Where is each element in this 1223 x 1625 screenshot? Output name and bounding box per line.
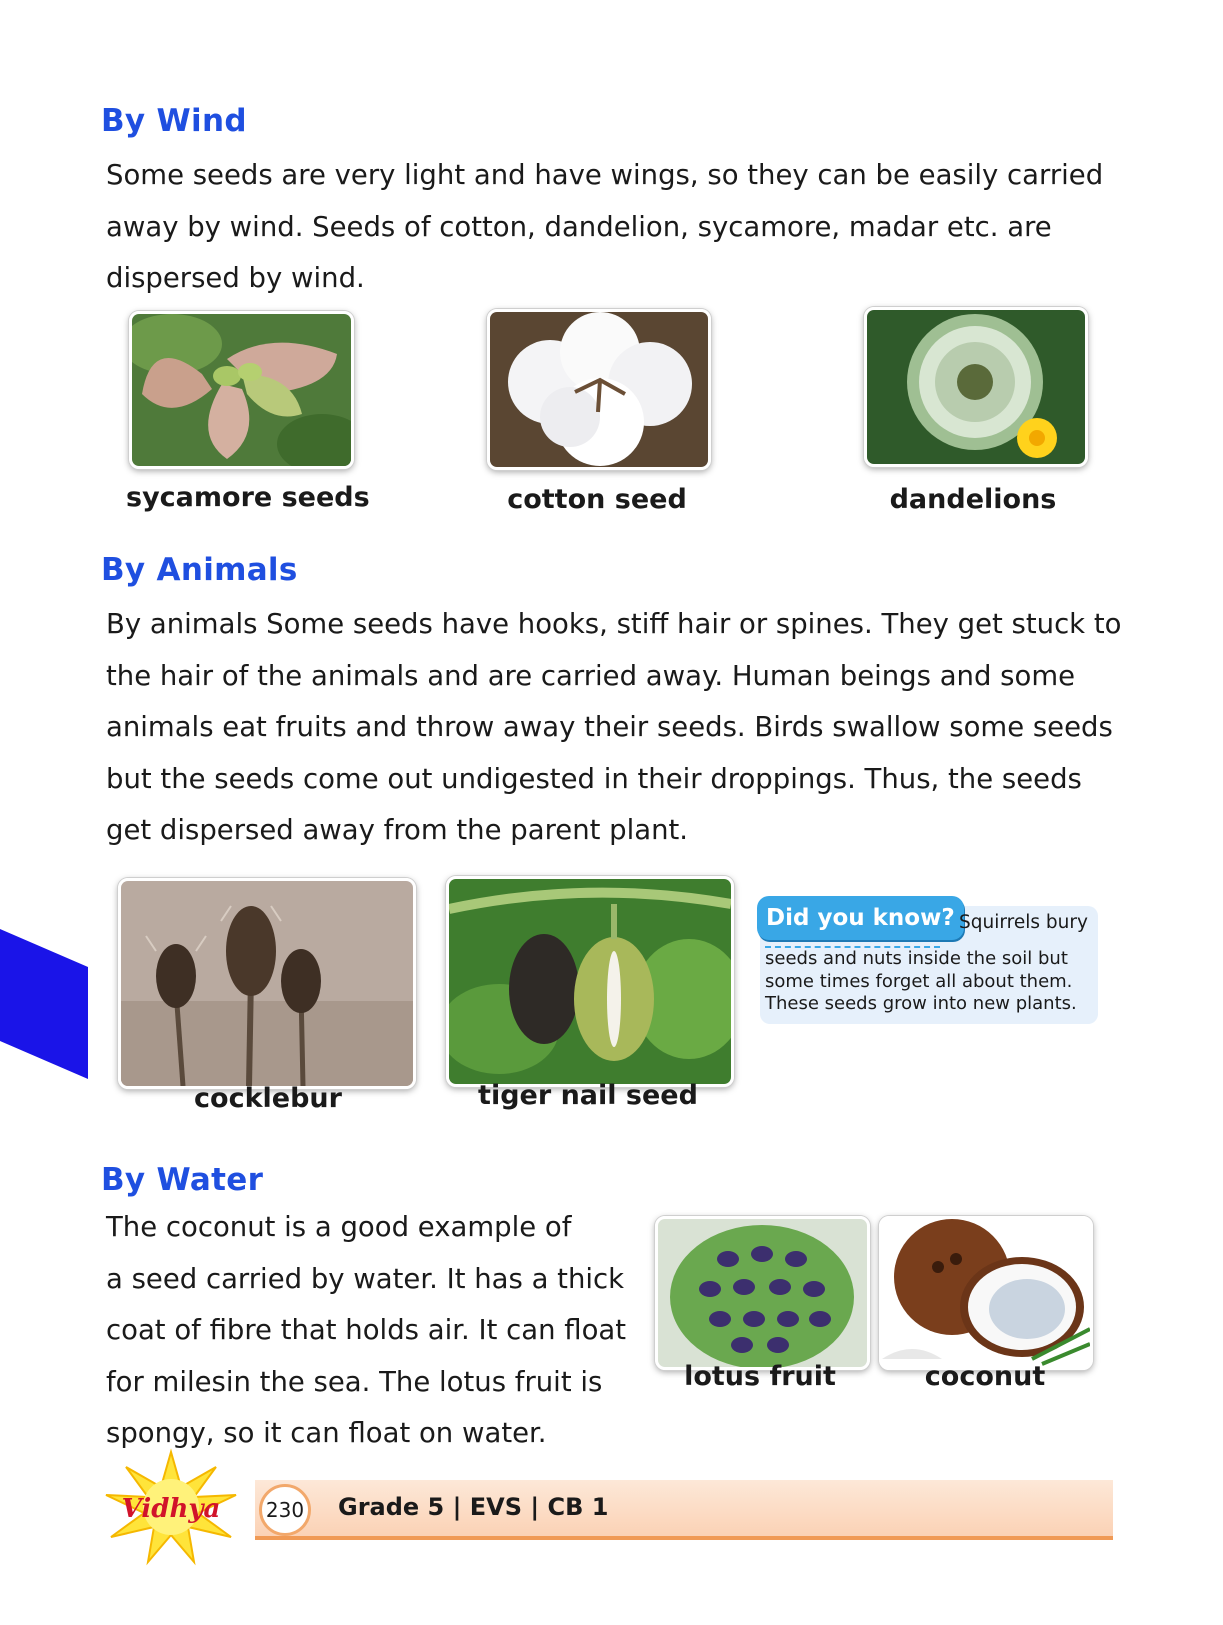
vidhya-logo — [86, 1447, 266, 1567]
caption-dandelions: dandelions — [889, 484, 1057, 515]
did-you-know-first-line: Squirrels bury — [959, 912, 1088, 933]
text-line: seeds and nuts inside the soil but — [765, 948, 1068, 969]
text-line: Some seeds are very light and have wings, so they can be easily carried — [106, 159, 1104, 191]
text-line: away by wind. Seeds of cotton, dandelion, sycamore, madar etc. are — [106, 210, 1052, 243]
logo-text: Vidhya — [121, 1494, 221, 1524]
dandelion-photo — [864, 307, 1088, 467]
cocklebur-photo — [118, 878, 416, 1089]
did-you-know-badge: Did you know? — [757, 896, 964, 940]
cotton-seed-photo — [487, 309, 711, 470]
side-tab-marker — [0, 929, 90, 1079]
text-line: By animals Some seeds have hooks, stiff hair or spines. They get stuck to — [106, 608, 1122, 640]
page-number: 230 — [259, 1484, 311, 1536]
section-heading-wind: By Wind — [101, 103, 247, 139]
coconut-photo — [879, 1216, 1093, 1370]
text-line: for milesin the sea. The lotus fruit is — [106, 1365, 603, 1398]
text-line: a seed carried by water. It has a thick — [106, 1262, 625, 1295]
caption-sycamore: sycamore seeds — [126, 482, 370, 513]
text-line: the hair of the animals and are carried away. Human beings and some — [106, 659, 1076, 692]
tiger-nail-seed-photo — [446, 876, 734, 1087]
text-line: get dispersed away from the parent plant. — [106, 814, 689, 846]
text-line: spongy, so it can float on water. — [106, 1417, 547, 1449]
sycamore-seeds-photo — [129, 311, 354, 469]
caption-coconut: coconut — [924, 1361, 1046, 1392]
caption-tiger-nail-seed: tiger nail seed — [478, 1080, 698, 1111]
caption-cotton: cotton seed — [507, 484, 687, 515]
wind-paragraph — [106, 150, 1103, 305]
section-heading-water: By Water — [101, 1162, 264, 1198]
text-line: coat of fibre that holds air. It can float — [106, 1314, 627, 1346]
caption-cocklebur: cocklebur — [194, 1083, 342, 1114]
water-paragraph — [106, 1202, 626, 1460]
did-you-know-text — [765, 948, 1077, 1016]
text-line: animals eat fruits and throw away their seeds. Birds swallow some seeds — [106, 711, 1113, 743]
animals-paragraph — [106, 599, 1121, 857]
footer-grade-subject: Grade 5 | EVS | CB 1 — [338, 1493, 609, 1521]
text-line: some times forget all about them. — [765, 970, 1073, 992]
text-line: These seeds grow into new plants. — [765, 993, 1077, 1014]
text-line: The coconut is a good example of — [106, 1211, 572, 1243]
section-heading-animals: By Animals — [101, 552, 298, 588]
lotus-fruit-photo — [655, 1216, 870, 1370]
caption-lotus-fruit: lotus fruit — [684, 1361, 836, 1392]
text-line: but the seeds come out undigested in their droppings. Thus, the seeds — [106, 762, 1082, 795]
text-line: dispersed by wind. — [106, 262, 365, 294]
